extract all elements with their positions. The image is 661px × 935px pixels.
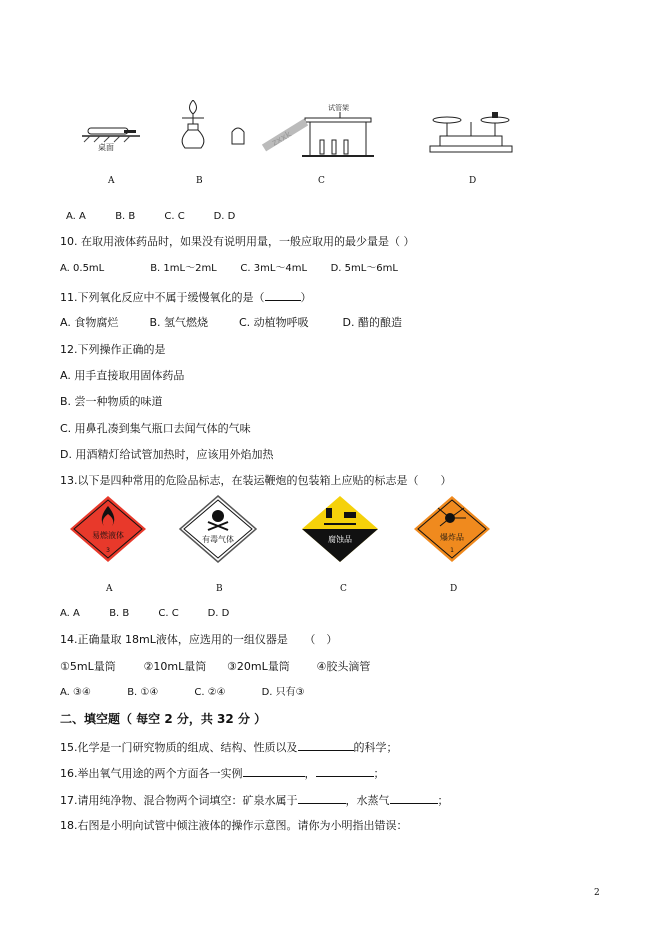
figure-label-c: C	[318, 176, 325, 186]
q16-middle: ，	[304, 767, 316, 780]
apparatus-figures	[60, 100, 530, 170]
figure-label-a: A	[108, 176, 115, 186]
hazard-sign-corrosive	[300, 494, 380, 564]
q14-item-1: ①5mL量筒	[60, 660, 116, 673]
q13-stem: 13.以下是四种常用的危险品标志，在装运鞭炮的包装箱上应贴的标志是（ ）	[60, 474, 452, 487]
q15-answer-blank[interactable]	[298, 739, 354, 751]
sign-a-text: 易燃液体	[92, 531, 124, 540]
q14-option-a: A. ③④	[60, 687, 91, 698]
q16-answer-blank-2[interactable]	[316, 765, 374, 777]
q13-option-b: B. B	[109, 608, 130, 619]
figure-label-d: D	[469, 176, 477, 186]
q15-suffix: 的科学；	[353, 741, 398, 754]
q16-answer-blank-1[interactable]	[243, 765, 305, 777]
q9-option-c: C. C	[164, 211, 185, 222]
q14-item-4: ④胶头滴管	[316, 660, 371, 673]
page-number: 2	[594, 888, 600, 898]
figure-b-alcohol-lamp	[182, 100, 244, 148]
q12-stem: 12.下列操作正确的是	[60, 343, 166, 356]
hazard-sign-flammable-liquid	[68, 494, 148, 564]
q14-item-3: ③20mL量筒	[227, 660, 290, 673]
q12-option-d: D. 用酒精灯给试管加热时，应该用外焰加热	[60, 448, 274, 461]
q17-answer-blank-1[interactable]	[298, 792, 346, 804]
desk-label: 桌面	[98, 143, 114, 152]
q15	[60, 739, 398, 755]
q15-prefix: 15.化学是一门研究物质的组成、结构、性质以及	[60, 741, 298, 754]
figure-label-b: B	[196, 176, 203, 186]
q14-items	[60, 660, 397, 674]
skull-icon	[212, 510, 224, 522]
q14-item-2: ②10mL量筒	[143, 660, 207, 673]
hazard-sign-toxic-gas	[178, 494, 258, 564]
sign-c-text: 腐蚀品	[328, 535, 352, 544]
q10-option-b: B. 1mL～2mL	[150, 263, 217, 274]
figure-a-test-tube-on-desk	[82, 128, 140, 152]
q17-prefix: 17.请用纯净物、混合物两个词填空：矿泉水属于	[60, 794, 298, 807]
sign-label-d: D	[450, 584, 458, 594]
q17	[60, 792, 449, 808]
q11-stem-suffix: ）	[300, 291, 312, 304]
q16-suffix: ；	[373, 767, 385, 780]
q11-option-c: C. 动植物呼吸	[239, 316, 309, 329]
q10-option-a: A. 0.5mL	[60, 263, 105, 274]
q11-stem	[60, 289, 312, 305]
q17-answer-blank-2[interactable]	[390, 792, 438, 804]
q11-option-b: B. 氢气燃烧	[149, 316, 209, 329]
q10-options	[60, 262, 418, 276]
q16	[60, 765, 385, 781]
q9-option-a: A. A	[66, 211, 86, 222]
q14-option-c: C. ②④	[194, 687, 226, 698]
q11-option-a: A. 食物腐烂	[60, 316, 119, 329]
sign-a-number: 3	[106, 547, 110, 554]
q18-stem: 18.右图是小明向试管中倾注液体的操作示意图。请你为小明指出错误：	[60, 819, 408, 832]
watermark: zxxk	[270, 129, 294, 149]
q12-option-a: A. 用手直接取用固体药品	[60, 369, 185, 382]
q11-option-d: D. 醋的酿造	[342, 316, 402, 329]
q13-option-c: C. C	[158, 608, 179, 619]
sign-label-a: A	[106, 584, 113, 594]
q10-option-d: D. 5mL～6mL	[330, 263, 398, 274]
q9-options	[66, 210, 260, 224]
sign-label-b: B	[216, 584, 223, 594]
q9-option-d: D. D	[213, 211, 236, 222]
test-tube-drip-icon	[326, 508, 332, 518]
q14-option-d: D. 只有③	[261, 687, 305, 698]
q9-option-b: B. B	[115, 211, 136, 222]
figure-d-balance	[430, 112, 512, 152]
q12-option-b: B. 尝一种物质的味道	[60, 395, 163, 408]
q14-stem: 14.正确量取 18mL液体，应选用的一组仪器是 （ ）	[60, 633, 338, 646]
q13-option-d: D. D	[207, 608, 230, 619]
q16-prefix: 16.举出氧气用途的两个方面各一实例	[60, 767, 243, 780]
q10-stem: 10. 在取用液体药品时，如果没有说明用量，一般应取用的最少量是（ ）	[60, 235, 415, 248]
rack-label: 试管架	[328, 104, 349, 112]
sign-d-number: 1	[450, 547, 454, 554]
q11-answer-blank[interactable]	[265, 289, 301, 301]
q17-middle: ，水蒸气	[345, 794, 390, 807]
figure-c-test-tube-rack	[264, 103, 374, 156]
sign-label-c: C	[340, 584, 347, 594]
q11-options	[60, 316, 429, 330]
q14-options	[60, 686, 326, 700]
q12-option-c: C. 用鼻孔凑到集气瓶口去闻气体的气味	[60, 422, 251, 435]
q13-option-a: A. A	[60, 608, 80, 619]
q10-option-c: C. 3mL～4mL	[240, 263, 308, 274]
hazard-sign-explosive	[412, 494, 492, 564]
sign-d-text: 爆炸品	[440, 533, 464, 542]
section-2-title: 二、填空题（ 每空 2 分，共 32 分 ）	[60, 712, 267, 726]
q11-stem-prefix: 11.下列氧化反应中不属于缓慢氧化的是（	[60, 291, 265, 304]
q13-options	[60, 607, 254, 621]
q17-suffix: ；	[437, 794, 449, 807]
q14-option-b: B. ①④	[127, 687, 159, 698]
sign-b-text: 有毒气体	[202, 535, 234, 544]
